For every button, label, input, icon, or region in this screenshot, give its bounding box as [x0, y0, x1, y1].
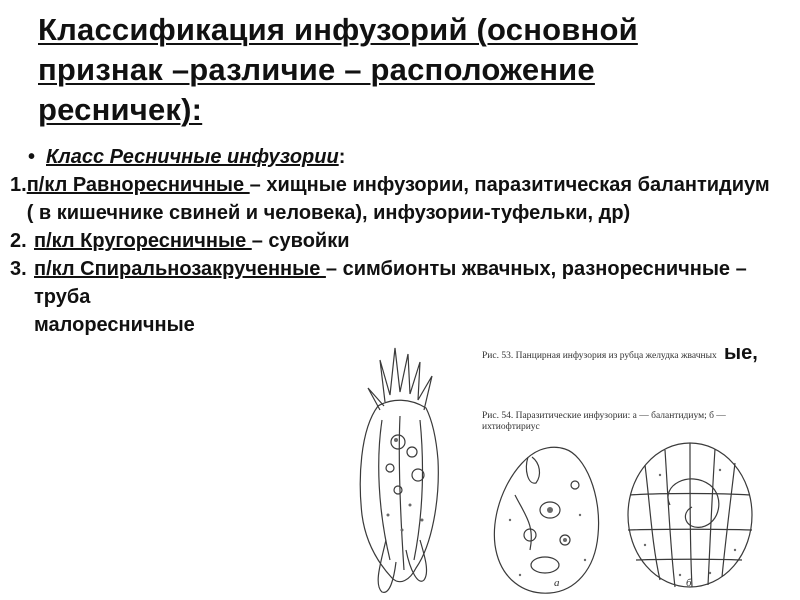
- subclass-description-line3: малоресничные: [34, 314, 195, 336]
- list-item: [10, 171, 780, 227]
- item-3-text-end: ые,: [724, 342, 758, 364]
- subclass-description: – хищные инфузории, паразитическая балантидиум ( в кишечнике свиней и человека), инфузории-туфельки, др): [26, 174, 770, 224]
- figure-label-b: б: [686, 577, 692, 589]
- figure-54-caption: Рис. 54. Паразитические инфузории: а — балантидиум; б — ихтиофтириус: [482, 411, 726, 432]
- list-item: [10, 255, 780, 339]
- item-number: 2.: [10, 230, 27, 252]
- item-text: [34, 227, 780, 255]
- parasitic-ciliates-drawing: [470, 345, 790, 600]
- bullet-icon: •: [28, 146, 36, 168]
- subclass-name: п/кл Спиральнозакрученные: [34, 258, 326, 280]
- subclass-description: – симбионты жвачных, разноресничные – труба: [34, 258, 747, 308]
- item-text: [34, 255, 780, 339]
- subclass-name: п/кл Кругоресничные: [34, 230, 252, 252]
- class-bullet: [10, 143, 780, 171]
- subclass-name: п/кл Равноресничные: [26, 174, 250, 196]
- list-item: [10, 227, 780, 255]
- armored-ciliate-illustration: [340, 340, 460, 600]
- figure-label-a: а: [554, 577, 560, 589]
- slide-title: Классификация инфузорий (основной признак –различие – расположение ресничек):: [38, 12, 638, 127]
- item-number: 1.: [10, 174, 27, 196]
- slide-body: [10, 143, 780, 339]
- item-text: [27, 171, 780, 227]
- subclass-description: – сувойки: [251, 230, 350, 252]
- parasitic-ciliates-figure: [470, 345, 790, 600]
- item-number: 3.: [10, 258, 27, 280]
- armored-ciliate-drawing: [340, 340, 460, 600]
- class-label: Класс Ресничные инфузории: [46, 146, 339, 168]
- figure-53-caption: Рис. 53. Панцирная инфузория из рубца желудка жвачных: [482, 351, 717, 361]
- ichthyophthirius-drawing: [628, 443, 752, 587]
- class-label-suffix: :: [338, 146, 346, 168]
